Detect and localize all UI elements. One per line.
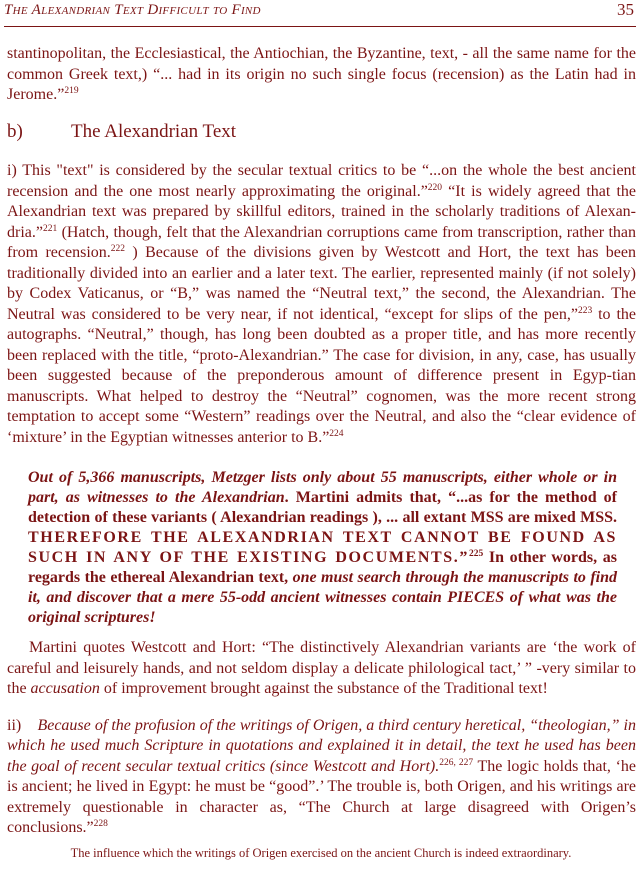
footnote-ref[interactable]: 226, 227: [439, 757, 474, 768]
emphasis-text: . Martini admits that, “...as for the method of detection of these variants ( Alexandrian readings ), ... all extant MSS are mixed MSS.: [28, 489, 617, 526]
intro-text: stantinopolitan, the Ecclesiastical, the Antiochian, the Byzantine, text, - all the same name for the common Greek text,) “... had in its origin no such single focus (recension) as the Latin had in Jerome.”: [7, 45, 636, 103]
paragraph-label: ii): [7, 716, 38, 734]
section-title: The Alexandrian Text: [71, 120, 237, 142]
intro-paragraph: [7, 44, 636, 106]
page-number: 35: [617, 0, 634, 19]
emphasis-italic: Out of 5,366 manuscripts, Metzger lists only about 55 manuscripts, either whole or in part, as witnesses to the Alexandrian: [28, 469, 617, 506]
emphasis-caps: THEREFORE THE ALEXANDRIAN TEXT CANNOT BE FOUND AS SUCH IN ANY OF THE EXISTING DOCUMENTS.”: [28, 529, 617, 566]
emphasis-block: [28, 468, 617, 628]
paragraph-text: i) This "text" is considered by the secular textual critics to be “...on the whole the best ancient recension and the one most nearly approximating the original.”: [7, 162, 636, 200]
footnote-ref[interactable]: 223: [577, 305, 593, 316]
paragraph-text: (Hatch, though, felt that the Alexandrian corruptions came from transcription, rather than from recension.: [7, 223, 636, 261]
footnote-ref[interactable]: 225: [468, 549, 484, 559]
footer-line: The influence which the writings of Origen exercised on the ancient Church is indeed extraordinary.: [70, 846, 572, 860]
footnote-ref[interactable]: 219: [64, 86, 79, 96]
section-heading: [7, 122, 636, 143]
paragraph-text: ) Because of the divisions given by Westcott and Hort, the text has been traditionally divided into an earlier and a later text. The earlier, represented mainly (if not solely) by Codex Vaticanus, or “B,” was named the “Neutral text,” the second, the Alexandrian. The Neutral was considered to be very near, if not identical, “except for slips of the pen,”: [7, 244, 637, 323]
paragraph-italic: Because of the profusion of the writings of Origen, a third century heretical, “theologian,” in which he used much Scripture in quotations and explained it in detail, the text he used has been the goal of recent secular textual critics (since Westcott and Hort).: [7, 716, 636, 775]
running-title: The Alexandrian Text Difficult to Find: [4, 2, 261, 18]
paragraph-text: to the autographs. “Neutral,” though, has long been doubted as a proper title, and has more recently been replaced with the title, “proto-Alexandrian.” The case for division, in any, case, has usually been suggested because of the preponderous amount of difference present in Egyp-tian manuscripts. What helped to destroy the “Neutral” cognomen, was the more recent strong temptation to accept some “Western” readings over the Neutral, and also the “clear evidence of ‘mixture’ in the Egyptian witnesses anterior to B.”: [7, 305, 637, 446]
paragraph-text: of improvement brought against the substance of the Traditional text!: [99, 680, 548, 697]
italic-word: accusation: [30, 680, 100, 697]
footnote-ref[interactable]: 224: [329, 428, 344, 439]
footnote-ref[interactable]: 221: [42, 223, 58, 234]
page-body: [7, 44, 636, 839]
paragraph-i: [7, 161, 636, 448]
emphasis-italic: one must search through the manuscripts to find it, and discover that a mere 55-odd ancient witnesses contain PIECES of what was the original scriptures!: [28, 569, 617, 626]
footnote-ref[interactable]: 222: [110, 244, 126, 254]
emphasis-text: In other words, as regards the ethereal Alexandrian text,: [28, 549, 617, 586]
paragraph-text: “It is widely agreed that the Alexandrian text was prepared by skillful editors, trained in the scholarly traditions of Alexan-dria.”: [7, 182, 637, 241]
footnote-ref[interactable]: 220: [427, 182, 443, 193]
section-number: b): [7, 120, 23, 142]
paragraph-ii: [7, 716, 636, 839]
paragraph-martini: [7, 638, 636, 700]
paragraph-text: Martini quotes Westcott and Hort: “The distinctively Alexandrian variants are ‘the work of careful and leisurely hands, and not seldom display a delicate philological tact,’ ” -very similar to the: [7, 639, 636, 697]
footnote-ref[interactable]: 228: [93, 819, 108, 829]
running-header: [4, 0, 636, 27]
paragraph-text: The logic holds that, ‘he is ancient; he lived in Egypt: he must be “good”.’ The trouble is, both Origen, and his writings are extremely questionable in character as, “The Church at large disagreed with Origen’s conclusions.”: [7, 757, 636, 836]
